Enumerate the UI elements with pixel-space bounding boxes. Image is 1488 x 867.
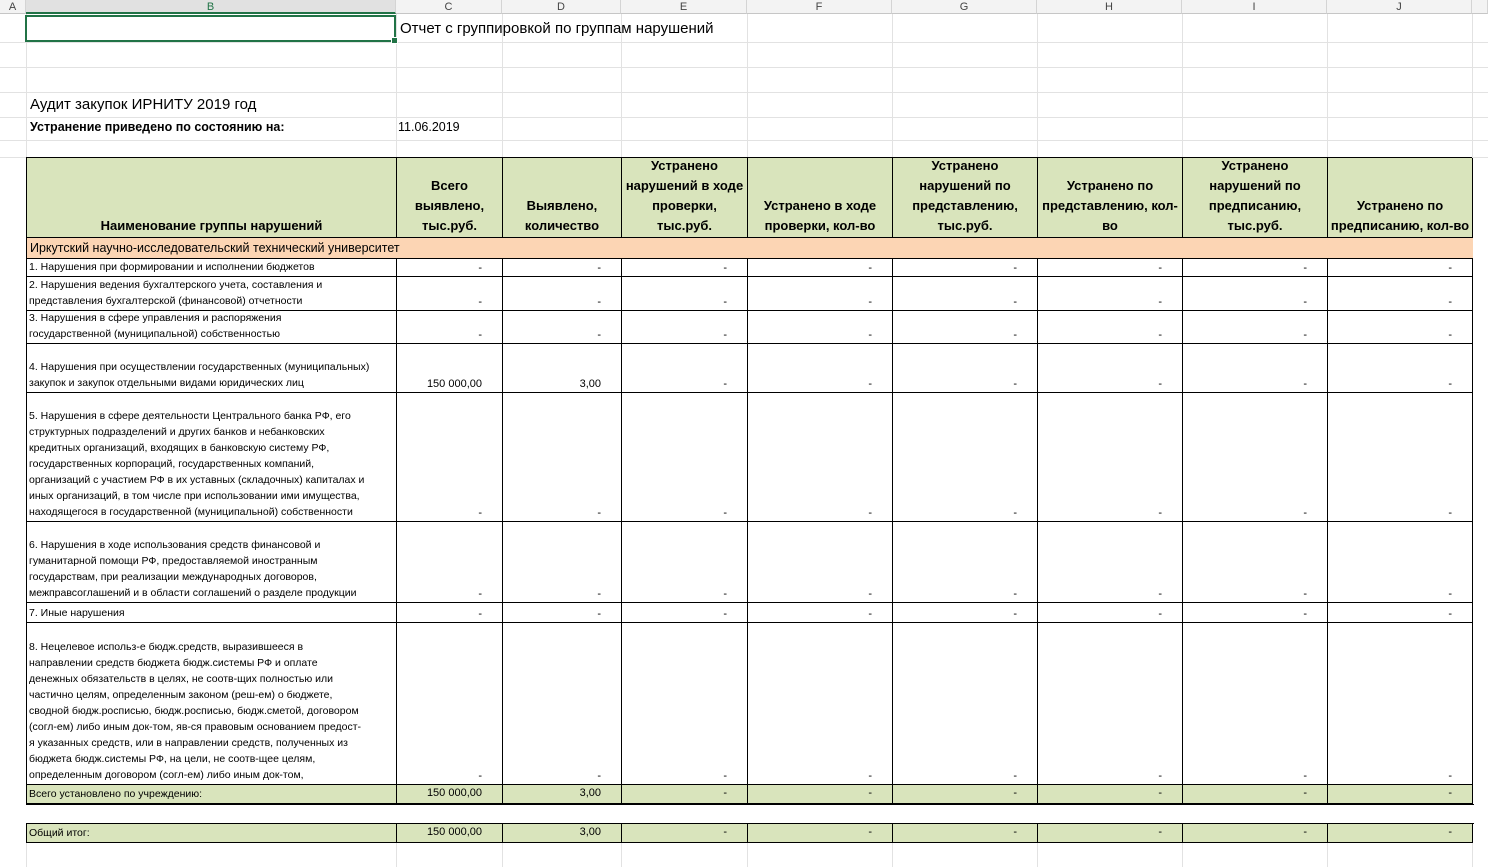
report-title: Отчет с группировкой по группам нарушений xyxy=(400,20,714,37)
value-cell[interactable]: - xyxy=(893,623,1038,785)
grandtotal-value[interactable]: - xyxy=(1038,824,1183,843)
value-cell[interactable]: - xyxy=(893,344,1038,393)
value-cell[interactable]: - xyxy=(1183,259,1328,277)
violation-name-text: 2. Нарушения ведения бухгалтерского учета, составления и представления бухгалтерской (финансовой) отчетности xyxy=(29,279,323,307)
value-cell[interactable]: - xyxy=(1328,344,1473,393)
status-label: Устранение приведено по состоянию на: xyxy=(30,120,285,134)
grid-hline xyxy=(0,67,1488,68)
value-cell[interactable]: - xyxy=(748,623,893,785)
violation-name[interactable] xyxy=(27,277,397,311)
value-cell[interactable]: - xyxy=(503,393,622,522)
header-label: Устранено нарушений по предписанию, тыс.руб. xyxy=(1208,158,1302,233)
column-header-e[interactable]: E xyxy=(621,0,747,14)
value-cell[interactable]: - xyxy=(748,603,893,623)
header-label: Устранено нарушений по представлению, тыс.руб. xyxy=(912,158,1018,233)
value-cell[interactable]: - xyxy=(1328,259,1473,277)
value-cell[interactable]: - xyxy=(748,277,893,311)
violation-name-text: 6. Нарушения в ходе использования средств финансовой и гуманитарной помощи РФ, предоставляемой иностранным государствам, при реализации международных договоров, межправсоглашений и в области соглашений о разделе продукции xyxy=(29,539,357,599)
value-cell[interactable]: - xyxy=(622,344,748,393)
value-cell[interactable]: - xyxy=(1328,311,1473,344)
status-date: 11.06.2019 xyxy=(398,120,460,134)
value-cell[interactable]: - xyxy=(1038,259,1183,277)
header-fixed-repr-qty[interactable] xyxy=(1038,158,1183,238)
value-cell[interactable]: - xyxy=(1328,623,1473,785)
header-name[interactable] xyxy=(27,158,397,238)
value-cell[interactable]: - xyxy=(397,603,503,623)
value-cell[interactable]: - xyxy=(1038,311,1183,344)
subtotal-value[interactable]: - xyxy=(1038,785,1183,804)
header-fixed-check-rub[interactable] xyxy=(622,158,748,238)
header-fixed-check-qty[interactable] xyxy=(748,158,893,238)
value-cell[interactable]: - xyxy=(622,277,748,311)
grandtotal-label[interactable]: Общий итог: xyxy=(27,824,397,843)
column-header-b[interactable]: B xyxy=(26,0,396,14)
fill-handle[interactable] xyxy=(391,37,398,44)
grandtotal-value[interactable]: - xyxy=(622,824,748,843)
value-cell[interactable]: - xyxy=(622,603,748,623)
value-cell[interactable]: - xyxy=(622,311,748,344)
header-label: Выявлено, количество xyxy=(524,198,600,233)
selected-cell[interactable] xyxy=(25,15,396,42)
value-cell[interactable]: - xyxy=(748,259,893,277)
header-fixed-repr-rub[interactable] xyxy=(893,158,1038,238)
value-cell[interactable]: - xyxy=(503,311,622,344)
value-cell[interactable]: - xyxy=(503,277,622,311)
value-cell[interactable]: - xyxy=(1038,522,1183,603)
value-cell[interactable]: - xyxy=(622,623,748,785)
value-cell[interactable]: - xyxy=(1183,344,1328,393)
value-cell[interactable]: - xyxy=(503,603,622,623)
grandtotal-value[interactable]: - xyxy=(1328,824,1473,843)
header-fixed-presc-rub[interactable] xyxy=(1183,158,1328,238)
value-cell[interactable]: - xyxy=(622,522,748,603)
org-row[interactable]: Иркутский научно-исследовательский технический университет xyxy=(27,238,1473,259)
value-cell[interactable]: - xyxy=(893,277,1038,311)
value-cell[interactable]: - xyxy=(748,311,893,344)
value-cell[interactable]: - xyxy=(622,393,748,522)
value-cell[interactable]: - xyxy=(1183,623,1328,785)
violation-name-text: 5. Нарушения в сфере деятельности Центрального банка РФ, его структурных подразделений и других банков и небанковских кредитных организаций, входящих в банковскую систему РФ, государственных корпораций, государственных компаний, организаций с участием РФ в их уставных (складочных) капиталах и иных организаций, в том числе при использовании ими имущества, находящегося в государственной (муниципальной) собственности xyxy=(29,410,365,518)
grandtotal-value[interactable]: 3,00 xyxy=(503,824,622,843)
column-header-c[interactable]: C xyxy=(396,0,502,14)
value-cell[interactable]: - xyxy=(397,311,503,344)
spacer-row xyxy=(26,804,1474,824)
column-header-i[interactable]: I xyxy=(1182,0,1327,14)
violation-name-text: 1. Нарушения при формировании и исполнении бюджетов xyxy=(29,261,315,273)
header-fixed-presc-qty[interactable] xyxy=(1328,158,1473,238)
column-header-f[interactable]: F xyxy=(747,0,892,14)
value-cell[interactable]: - xyxy=(893,311,1038,344)
column-header-a[interactable]: A xyxy=(0,0,26,14)
column-header-d[interactable]: D xyxy=(502,0,621,14)
value-cell[interactable]: - xyxy=(1328,603,1473,623)
violation-name[interactable] xyxy=(27,393,397,522)
grid-hline xyxy=(0,42,1488,43)
violation-name[interactable] xyxy=(27,522,397,603)
header-total-rub[interactable] xyxy=(397,158,503,238)
value-cell[interactable]: - xyxy=(1038,603,1183,623)
violation-name-text: 8. Нецелевое использ-е бюдж.средств, выразившееся в направлении средств бюджета бюдж.системы РФ и оплате денежных обязательств в целях, не соотв-щих полностью или частично целям, определенным законом (реш-ем) о бюджете, сводной бюдж.росписью, бюдж.росписью, бюдж.сметой, договором (согл-ем) либо иным док-том, яв-ся правовым основанием предост- я указанных средств, или в направлении средств, полученных из бюджета бюдж.системы РФ, на цели, не соотв-щее целям, определенным договором (согл-ем) либо иным док-том, xyxy=(29,641,362,781)
subtotal-value[interactable]: - xyxy=(622,785,748,804)
header-label: Всего выявлено, тыс.руб. xyxy=(414,178,485,233)
grid-hline xyxy=(0,117,1488,118)
value-cell[interactable]: - xyxy=(1328,522,1473,603)
violation-name[interactable] xyxy=(27,344,397,393)
subtotal-label[interactable]: Всего установлено по учреждению: xyxy=(27,785,397,804)
violation-name-text: 3. Нарушения в сфере управления и распоряжения государственной (муниципальной) собственностью xyxy=(29,312,282,340)
value-cell[interactable]: - xyxy=(1183,311,1328,344)
audit-title: Аудит закупок ИРНИТУ 2019 год xyxy=(30,96,257,113)
column-header-h[interactable]: H xyxy=(1037,0,1182,14)
value-cell[interactable]: - xyxy=(622,259,748,277)
value-cell[interactable]: - xyxy=(893,522,1038,603)
value-cell[interactable]: - xyxy=(748,522,893,603)
value-cell[interactable]: 150 000,00 xyxy=(397,344,503,393)
grandtotal-value[interactable]: - xyxy=(1183,824,1328,843)
value-cell[interactable]: - xyxy=(1183,603,1328,623)
value-cell[interactable]: - xyxy=(1038,623,1183,785)
header-total-qty[interactable] xyxy=(503,158,622,238)
value-cell[interactable]: 3,00 xyxy=(503,344,622,393)
subtotal-value[interactable]: - xyxy=(1183,785,1328,804)
value-cell[interactable]: - xyxy=(503,623,622,785)
violations-table xyxy=(26,157,1472,842)
column-header-g[interactable]: G xyxy=(892,0,1037,14)
value-cell[interactable]: - xyxy=(397,623,503,785)
value-cell[interactable]: - xyxy=(503,259,622,277)
value-cell[interactable]: - xyxy=(1038,277,1183,311)
grandtotal-value[interactable]: 150 000,00 xyxy=(397,824,503,843)
grandtotal-value[interactable]: - xyxy=(893,824,1038,843)
subtotal-value[interactable]: - xyxy=(748,785,893,804)
value-cell[interactable]: - xyxy=(1183,393,1328,522)
column-header-blank xyxy=(1472,0,1488,14)
violation-name-text: 7. Иные нарушения xyxy=(29,607,125,619)
value-cell[interactable]: - xyxy=(893,603,1038,623)
column-header-j[interactable]: J xyxy=(1327,0,1472,14)
value-cell[interactable]: - xyxy=(748,393,893,522)
violation-name-text: 4. Нарушения при осуществлении государственных (муниципальных) закупок и закупок отдельными видами юридических лиц xyxy=(29,361,370,389)
value-cell[interactable]: - xyxy=(748,344,893,393)
violation-name[interactable] xyxy=(27,603,397,623)
grandtotal-value[interactable]: - xyxy=(748,824,893,843)
subtotal-value[interactable]: 3,00 xyxy=(503,785,622,804)
violation-name[interactable] xyxy=(27,623,397,785)
subtotal-value[interactable]: 150 000,00 xyxy=(397,785,503,804)
value-cell[interactable]: - xyxy=(1038,393,1183,522)
value-cell[interactable]: - xyxy=(397,393,503,522)
header-label: Устранено по предписанию, кол-во xyxy=(1330,198,1470,233)
subtotal-value[interactable]: - xyxy=(893,785,1038,804)
value-cell[interactable]: - xyxy=(893,259,1038,277)
value-cell[interactable]: - xyxy=(397,277,503,311)
value-cell[interactable]: - xyxy=(1328,393,1473,522)
value-cell[interactable]: - xyxy=(1328,277,1473,311)
value-cell[interactable]: - xyxy=(893,393,1038,522)
value-cell[interactable]: - xyxy=(1038,344,1183,393)
value-cell[interactable]: - xyxy=(1183,277,1328,311)
grandtotal-left-border xyxy=(26,824,27,843)
header-label: Устранено нарушений в ходе проверки, тыс.руб. xyxy=(625,158,744,233)
header-label: Устранено по представлению, кол- во xyxy=(1042,178,1178,233)
value-cell[interactable]: - xyxy=(1183,522,1328,603)
header-label: Устранено в ходе проверки, кол-во xyxy=(763,198,877,233)
value-cell[interactable]: - xyxy=(397,259,503,277)
header-label: Наименование группы нарушений xyxy=(100,218,323,233)
grid-hline xyxy=(0,92,1488,93)
violation-name[interactable] xyxy=(27,259,397,277)
violation-name[interactable] xyxy=(27,311,397,344)
value-cell[interactable]: - xyxy=(397,522,503,603)
grid-hline xyxy=(0,140,1488,141)
value-cell[interactable]: - xyxy=(503,522,622,603)
subtotal-value[interactable]: - xyxy=(1328,785,1473,804)
